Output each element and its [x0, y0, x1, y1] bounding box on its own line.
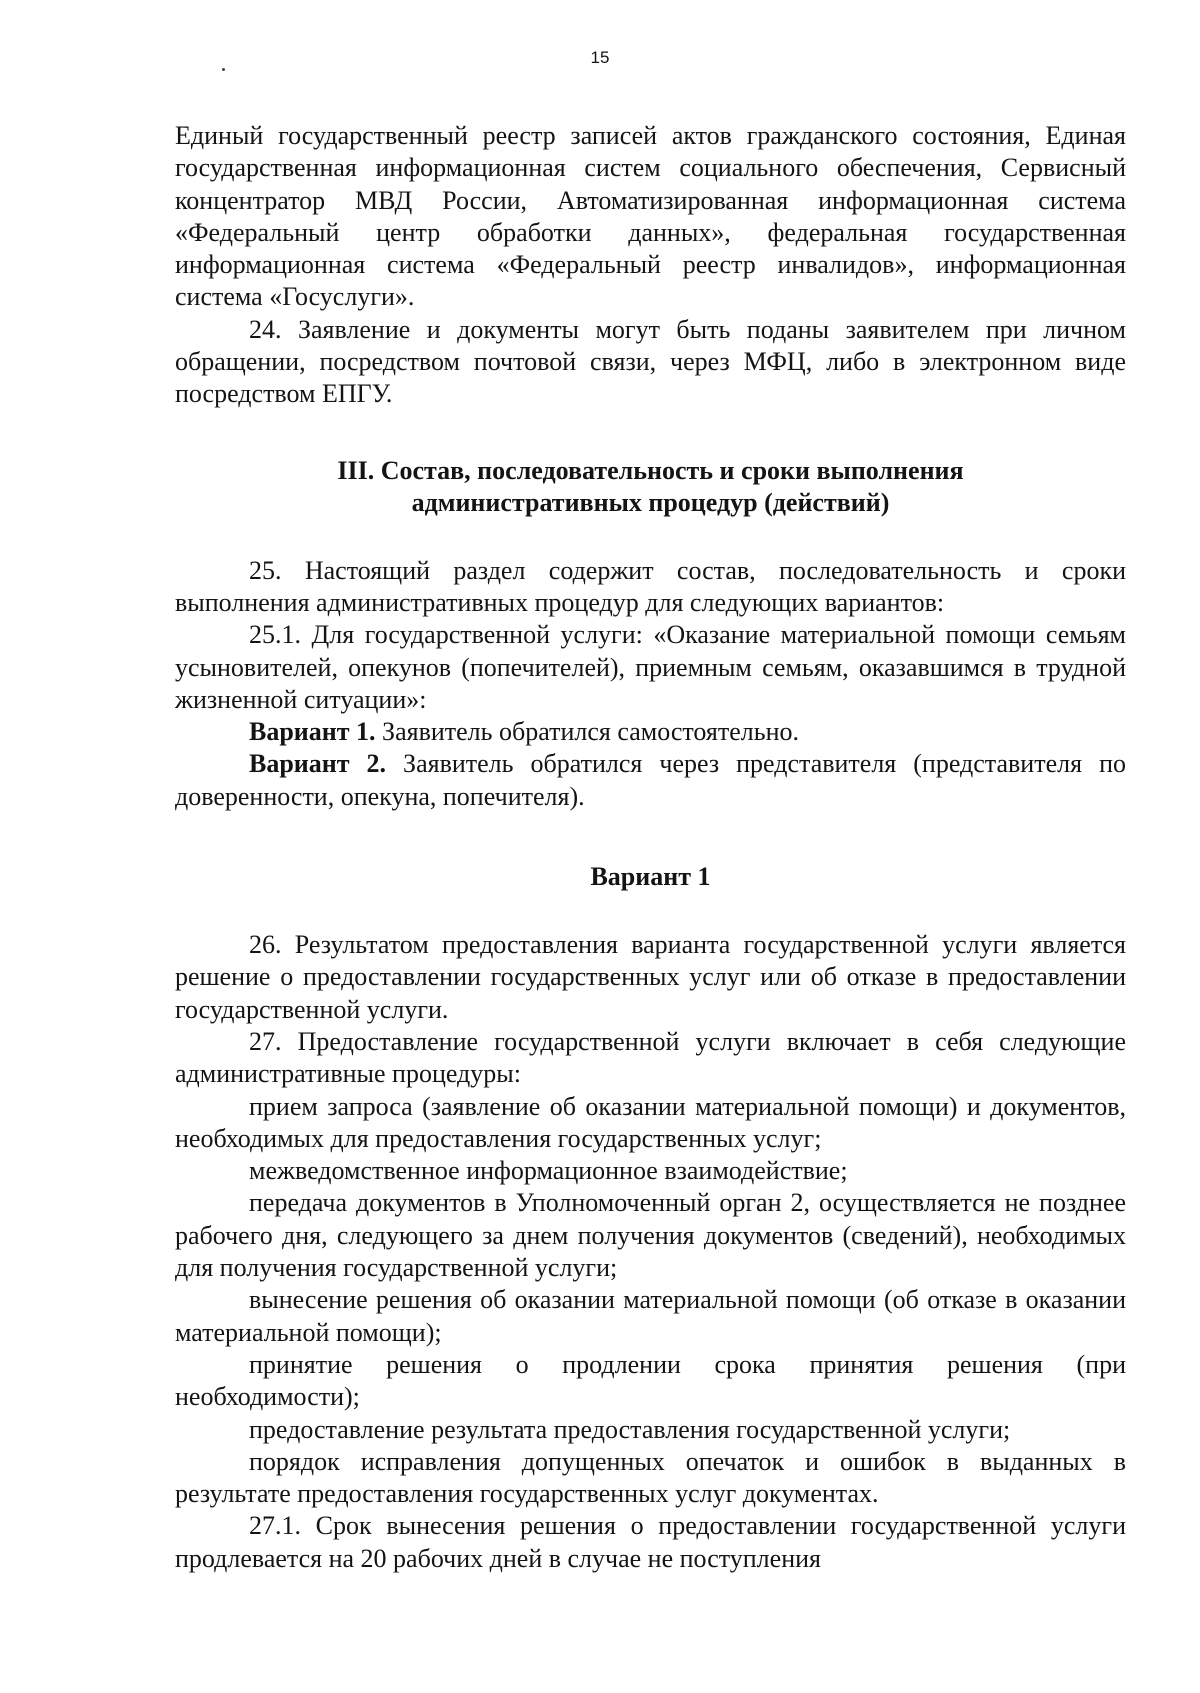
variant-1-heading: Вариант 1	[590, 862, 711, 892]
variant-2-line	[175, 748, 1126, 813]
variant-2-text: Заявитель обратился через представителя (представителя по доверенности, опекуна, попечителя).	[175, 749, 1126, 811]
section-heading-line1: III. Состав, последовательность и сроки выполнения	[337, 455, 964, 485]
procedure-item: прием запроса (заявление об оказании материальной помощи) и документов, необходимых для предоставления государственных услуг;	[175, 1091, 1126, 1153]
variant-1-text: Заявитель обратился самостоятельно.	[375, 717, 800, 747]
paragraph-24: 24. Заявление и документы могут быть поданы заявителем при личном обращении, посредством почтовой связи, через МФЦ, либо в электронном виде посредством ЕПГУ.	[175, 314, 1126, 409]
procedure-item: порядок исправления допущенных опечаток и ошибок в выданных в результате предоставления государственных услуг документах.	[175, 1446, 1126, 1509]
paragraph-27: 27. Предоставление государственной услуги включает в себя следующие административные процедуры:	[175, 1026, 1126, 1089]
procedure-item: предоставление результата предоставления государственной услуги;	[249, 1414, 1011, 1444]
procedure-item: межведомственное информационное взаимодействие;	[249, 1156, 848, 1186]
paragraph-25-1: 25.1. Для государственной услуги: «Оказание материальной помощи семьям усыновителей, опекунов (попечителей), приемным семьям, оказавшимся в трудной жизненной ситуации»:	[175, 620, 1126, 714]
variant-1-line	[175, 716, 1126, 748]
paragraph-registries: Единый государственный реестр записей актов гражданского состояния, Единая государственная информационная систем социального обеспечения, Сервисный концентратор МВД России, Автоматизированная информационная система «Федеральный центр обработки данных», федеральная государственная информационная система «Федеральный реестр инвалидов», информационная система «Госуслуги».	[175, 121, 1126, 312]
section-heading	[175, 455, 1126, 519]
paragraph-26: 26. Результатом предоставления варианта государственной услуги является решение о предоставлении государственных услуг или об отказе в предоставлении государственной услуги.	[175, 930, 1126, 1024]
procedure-item: принятие решения о продлении срока принятия решения (при необходимости);	[175, 1349, 1126, 1412]
procedure-item: передача документов в Уполномоченный орган 2, осуществляется не позднее рабочего дня, следующего за днем получения документов (сведений), необходимых для получения государственной услуги;	[175, 1188, 1126, 1283]
scan-speck	[222, 68, 225, 71]
document-body	[175, 120, 1126, 1575]
variant-1-label: Вариант 1.	[249, 717, 376, 747]
paragraph-25: 25. Настоящий раздел содержит состав, последовательность и сроки выполнения административных процедур для следующих вариантов:	[175, 555, 1126, 617]
variant-2-label: Вариант 2.	[249, 749, 387, 779]
section-heading-line2: административных процедур (действий)	[411, 487, 890, 517]
page-number: 15	[590, 48, 610, 67]
procedure-item: вынесение решения об оказании материальной помощи (об отказе в оказании материальной помощи);	[175, 1285, 1126, 1347]
paragraph-27-1: 27.1. Срок вынесения решения о предоставлении государственной услуги продлевается на 20 рабочих дней в случае не поступления	[175, 1511, 1126, 1573]
